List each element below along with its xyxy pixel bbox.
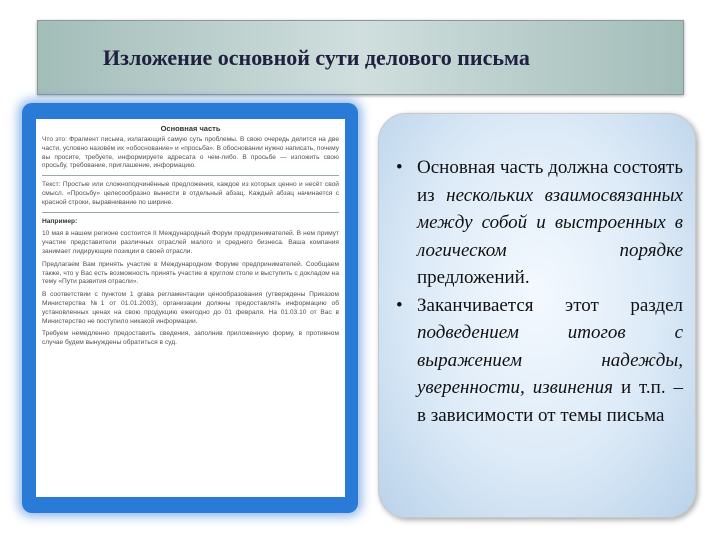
document-paragraph: Предлагаем Вам принять участие в Международном Форуме предпринимателей. Сообщаем также, что у Вас есть возможность принять участие в круглом столе и выступить с докладом на тему «Пути развития отрасли». <box>42 260 339 286</box>
document-paragraph: Требуем немедленно предоставить сведения, заполнив приложенную форму, в противном случае будем вынуждены обратиться в суд. <box>42 330 339 347</box>
bullet-text: предложений. <box>417 267 530 288</box>
slide-title-banner <box>37 20 684 95</box>
document-paragraph: В соответствии с пунктом 1 graвa регламентации ценообразования (утверждены Приказом Министерства №1 от 01.01.2003), организации должны предоставлять информацию об установленных ценах на свою продукцию ежегодно до 01 февраля. На 01.03.10 от Вас в Министерство не поступило никакой информации. <box>42 291 339 325</box>
bullet-text-italic: подведением итогов с выражением надежды, уверенности, извинения <box>417 322 683 398</box>
document-divider <box>42 175 339 176</box>
bullet-panel <box>378 113 696 518</box>
bullet-item <box>396 154 683 292</box>
document-paragraph: 10 мая в нашем регионе состоится II Международный Форум предпринимателей. В нем примут участие представители различных отраслей малого и среднего бизнеса. Ваша компания занимает лидирующие позиции в своей отрасли. <box>42 230 339 255</box>
bullet-text-italic: нескольких взаимосвязанных между собой и выстроенных в логическом порядке <box>417 184 683 261</box>
bullet-text: Заканчивается этот раздел <box>417 294 683 316</box>
document-image-frame <box>22 103 358 513</box>
bullet-item <box>396 292 683 430</box>
bullet-text: и т.п. – в зависимости от темы письма <box>417 377 683 426</box>
document-divider <box>42 212 339 213</box>
document-heading: Основная часть <box>160 124 221 133</box>
document-paragraph: Текст: Простые или сложноподчинённые предложения, каждое из которых ценно и несёт свой смысл. «Просьбу» целесообразно вынести в отдельный абзац. Каждый абзац начинается с красной строки, выравнивание по ширине. <box>42 181 339 206</box>
bullet-text: Основная часть должна состоять из <box>417 157 683 206</box>
slide-title: Изложение основной сути делового письма <box>103 44 530 70</box>
document-example-label: Например: <box>42 217 78 225</box>
bullet-marker: • <box>396 157 403 178</box>
bullet-marker: • <box>396 294 403 316</box>
document-excerpt <box>36 119 345 497</box>
document-paragraph: Что это: Фрагмент письма, излагающий самую суть проблемы. В свою очередь делится на две части, условно назовём их «обоснование» и «просьба». В обосновании нужно написать, почему вы просите, требуете, информируете адресата о чем-либо. В просьбе — изложить свою просьбу, требование, приглашение, информацию. <box>42 136 339 170</box>
